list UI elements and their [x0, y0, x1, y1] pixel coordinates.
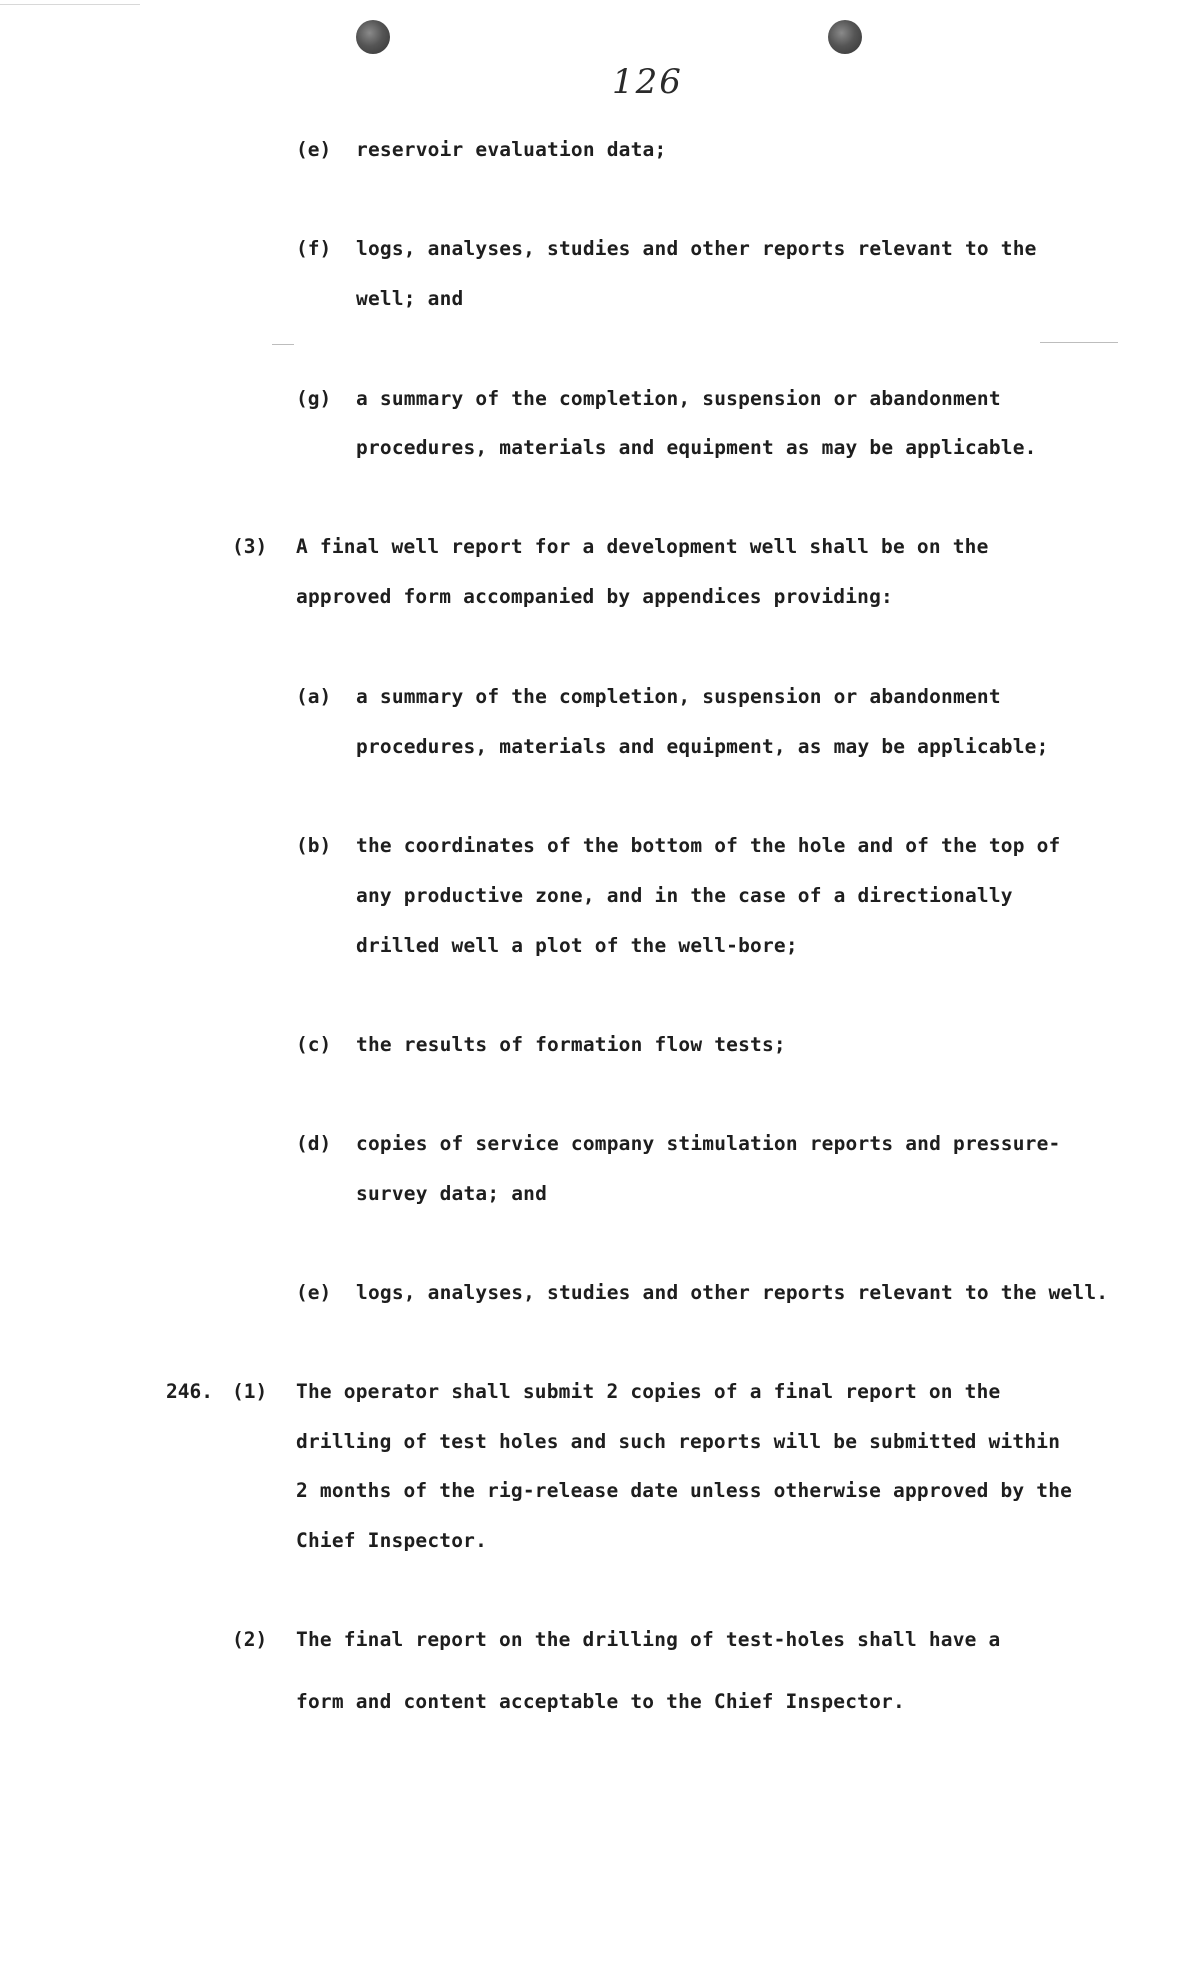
item-text-line: logs, analyses, studies and other reports relevant to the: [356, 237, 1037, 260]
item-text-line: reservoir evaluation data;: [356, 138, 667, 161]
scan-artifact: [272, 344, 294, 345]
subsection-text-line: A final well report for a development well shall be on the: [296, 535, 989, 558]
page-number: 126: [612, 62, 683, 102]
item-label-g: (g): [296, 387, 332, 410]
item-text-line: a summary of the completion, suspension or abandonment: [356, 685, 1001, 708]
item-label-b: (b): [296, 834, 332, 857]
item-label-e: (e): [296, 1281, 332, 1304]
punch-hole-left: [356, 20, 390, 54]
item-label-a: (a): [296, 685, 332, 708]
subsection-label-3: (3): [232, 535, 268, 558]
punch-hole-right: [828, 20, 862, 54]
subsection-text-line: approved form accompanied by appendices providing:: [296, 585, 893, 608]
item-text-line: drilled well a plot of the well-bore;: [356, 934, 798, 957]
item-label-e: (e): [296, 138, 332, 161]
item-text-line: a summary of the completion, suspension or abandonment: [356, 387, 1001, 410]
section-text-line: form and content acceptable to the Chief Inspector.: [296, 1690, 905, 1713]
item-text-line: the results of formation flow tests;: [356, 1033, 786, 1056]
item-text-line: the coordinates of the bottom of the hole and of the top of: [356, 834, 1061, 857]
item-text-line: procedures, materials and equipment, as may be applicable;: [356, 735, 1049, 758]
section-number: 246.: [166, 1380, 213, 1403]
scan-corner-mark: [0, 4, 140, 5]
section-text-line: drilling of test holes and such reports will be submitted within: [296, 1430, 1061, 1453]
section-text-line: Chief Inspector.: [296, 1529, 488, 1552]
section-text-line: 2 months of the rig-release date unless otherwise approved by the: [296, 1479, 1073, 1502]
subsection-label-2: (2): [232, 1628, 268, 1651]
item-label-c: (c): [296, 1033, 332, 1056]
section-text-line: The operator shall submit 2 copies of a final report on the: [296, 1380, 1001, 1403]
item-text-line: procedures, materials and equipment as may be applicable.: [356, 436, 1037, 459]
item-text-line: survey data; and: [356, 1182, 548, 1205]
item-text-line: well; and: [356, 287, 464, 310]
item-label-d: (d): [296, 1132, 332, 1155]
subsection-label-1: (1): [232, 1380, 268, 1403]
item-text-line: copies of service company stimulation reports and pressure-: [356, 1132, 1061, 1155]
item-text-line: any productive zone, and in the case of a directionally: [356, 884, 1013, 907]
scan-artifact: [1040, 342, 1118, 343]
item-label-f: (f): [296, 237, 332, 260]
item-text-line: logs, analyses, studies and other reports relevant to the well.: [356, 1281, 1109, 1304]
section-text-line: The final report on the drilling of test-holes shall have a: [296, 1628, 1001, 1651]
